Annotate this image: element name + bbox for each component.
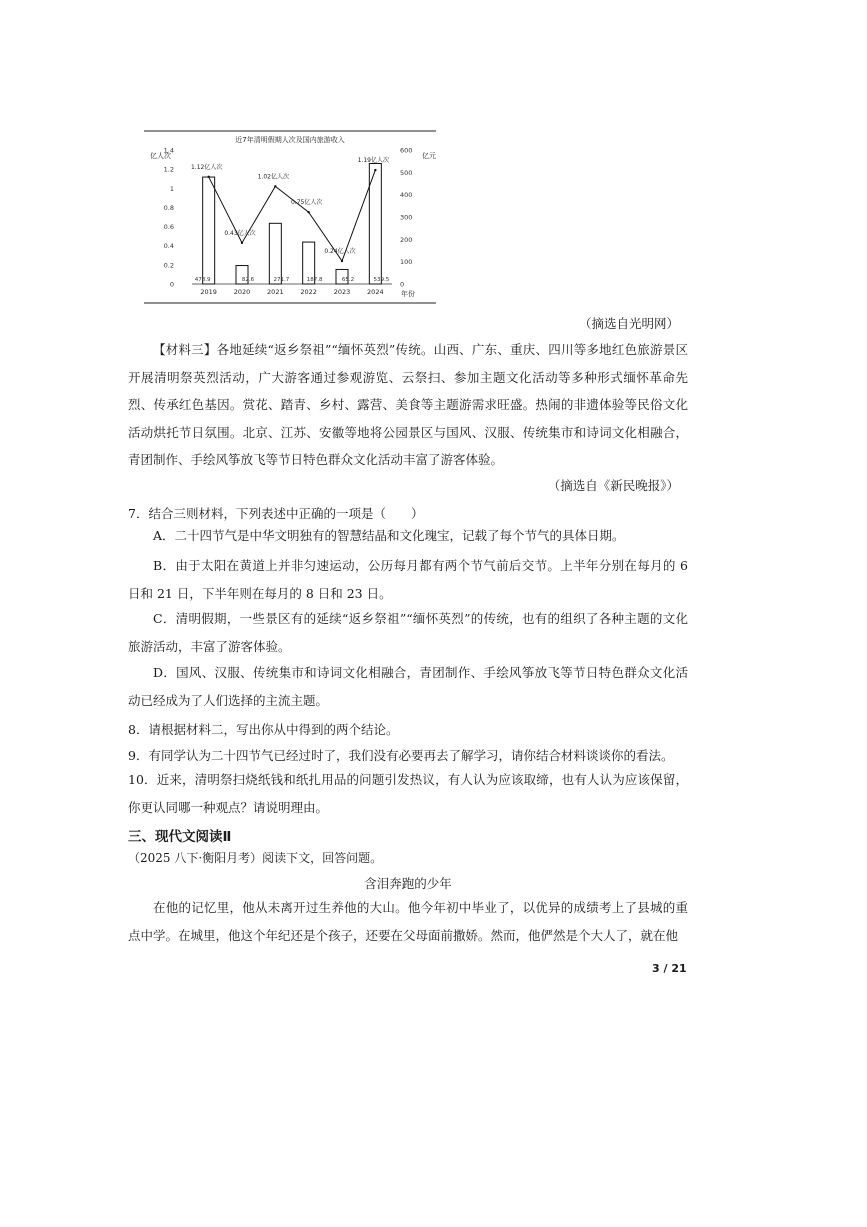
story-title: 含泪奔跑的少年 (364, 876, 452, 891)
y-left-tick-label: 0.4 (163, 242, 174, 251)
section-intro: （2025 八下·衡阳月考）阅读下文，回答问题。 (128, 851, 383, 865)
question-7-option-a: A．二十四节气是中华文明独有的智慧结晶和文化瑰宝，记载了每个节气的具体日期。 (153, 528, 625, 543)
y-left-tick-label: 1.2 (163, 165, 174, 174)
bar-value-label: 271.7 (273, 277, 290, 283)
x-tick-label: 2024 (367, 288, 384, 296)
y-right-tick-label: 100 (400, 258, 413, 267)
line-point (341, 260, 343, 262)
bar (269, 223, 281, 284)
line-value-label: 0.75亿人次 (290, 199, 323, 207)
line-value-label: 1.12亿人次 (190, 163, 223, 171)
bar-value-label: 187.8 (306, 277, 323, 283)
y-right-tick-label: 600 (400, 146, 413, 155)
bar-value-label: 82.6 (241, 277, 255, 283)
y-right-tick-label: 0 (400, 280, 405, 289)
question-7-option-d: D．国风、汉服、传统集市和诗词文化相融合，青团制作、手绘风筝放飞等节日特色群众文化活动已经成为了人们选择的主流主题。 (128, 665, 688, 708)
question-8: 8．请根据材料二，写出你从中得到的两个结论。 (128, 722, 399, 737)
line-point (241, 242, 243, 244)
x-tick-label: 2021 (267, 288, 284, 296)
bar-value-label: 478.9 (194, 277, 211, 283)
bar (203, 177, 215, 284)
question-9: 9．有同学认为二十四节气已经过时了，我们没有必要再去了解学习，请你结合材料谈谈你的看法。 (128, 748, 674, 763)
y-right-tick-label: 500 (400, 168, 413, 177)
y-left-tick-label: 0.8 (163, 203, 174, 212)
question-7-option-c: C．清明假期，一些景区有的延续“返乡祭祖”“缅怀英烈”的传统，也有的组织了各种主题的文化旅游活动，丰富了游客体验。 (128, 611, 688, 654)
line-point (207, 176, 209, 178)
y-left-tick-label: 1.4 (163, 146, 174, 155)
bar-value-label: 65.2 (341, 277, 355, 283)
x-tick-label: 2022 (300, 288, 317, 296)
section-heading: 三、现代文阅读Ⅱ (128, 829, 232, 845)
chart-title: 近7年清明假期人次及国内旅游收入 (235, 136, 345, 144)
question-7: 7．结合三则材料，下列表述中正确的一项是（ ） (128, 506, 424, 521)
material-3-paragraph: 【材料三】各地延续“返乡祭祖”“缅怀英烈”传统。山西、广东、重庆、四川等多地红色旅游景区开展清明祭英烈活动，广大游客通过参观游览、云祭扫、参加主题文化活动等多种形式缅怀革命先烈、传承红色基因。赏花、踏青、乡村、露营、美食等主题游需求旺盛。热闹的非遗体验等民俗文化活动烘托节日氛围。北京、江苏、安徽等地将公园景区与国风、汉服、传统集市和诗词文化相融合，青团制作、手绘风筝放飞等节日特色群众文化活动丰富了游客体验。 (128, 342, 688, 467)
line-value-label: 0.24亿人次 (324, 248, 356, 256)
story-paragraph: 在他的记忆里，他从未离开过生养他的大山。他今年初中毕业了，以优异的成绩考上了县城的重点中学。在城里，他这个年纪还是个孩子，还要在父母面前撒娇。然而，他俨然是个大人了，就在他 (128, 900, 688, 943)
source-xinmin: （摘选自《新民晚报》） (547, 478, 679, 493)
y-right-tick-label: 200 (400, 235, 413, 244)
line-value-label: 1.02亿人次 (257, 173, 290, 181)
combo-chart (144, 128, 436, 304)
x-axis-label: 年份 (401, 290, 415, 298)
x-tick-label: 2020 (233, 288, 251, 296)
y-right-tick-label: 300 (400, 213, 413, 222)
page-number: 3 / 21 (652, 962, 687, 975)
y-left-tick-label: 0.6 (163, 223, 174, 232)
x-tick-label: 2019 (200, 288, 217, 296)
line-value-label: 1.19亿人次 (357, 157, 390, 165)
line-point (274, 185, 276, 187)
question-10: 10．近来，清明祭扫烧纸钱和纸扎用品的问题引发热议，有人认为应该取缔，也有人认为应该保留，你更认同哪一种观点？请说明理由。 (128, 772, 688, 815)
y-left-tick-label: 0 (169, 280, 174, 289)
y-right-tick-label: 400 (400, 191, 413, 200)
line-value-label: 0.43亿人次 (224, 229, 256, 237)
question-7-option-b: B．由于太阳在黄道上并非匀速运动，公历每月都有两个节气前后交节。上半年分别在每月的 6 日和 21 日，下半年则在每月的 8 日和 23 日。 (128, 558, 688, 601)
line-point (374, 169, 376, 171)
y-right-label: 亿元 (422, 152, 436, 160)
source-guangming: （摘选自光明网） (578, 316, 679, 331)
y-left-tick-label: 1 (169, 184, 174, 193)
x-tick-label: 2023 (333, 288, 351, 296)
line-point (307, 211, 309, 213)
y-left-tick-label: 0.2 (163, 261, 174, 270)
bar-value-label: 539.5 (373, 277, 390, 283)
y-left-label: 亿人次 (150, 152, 171, 160)
